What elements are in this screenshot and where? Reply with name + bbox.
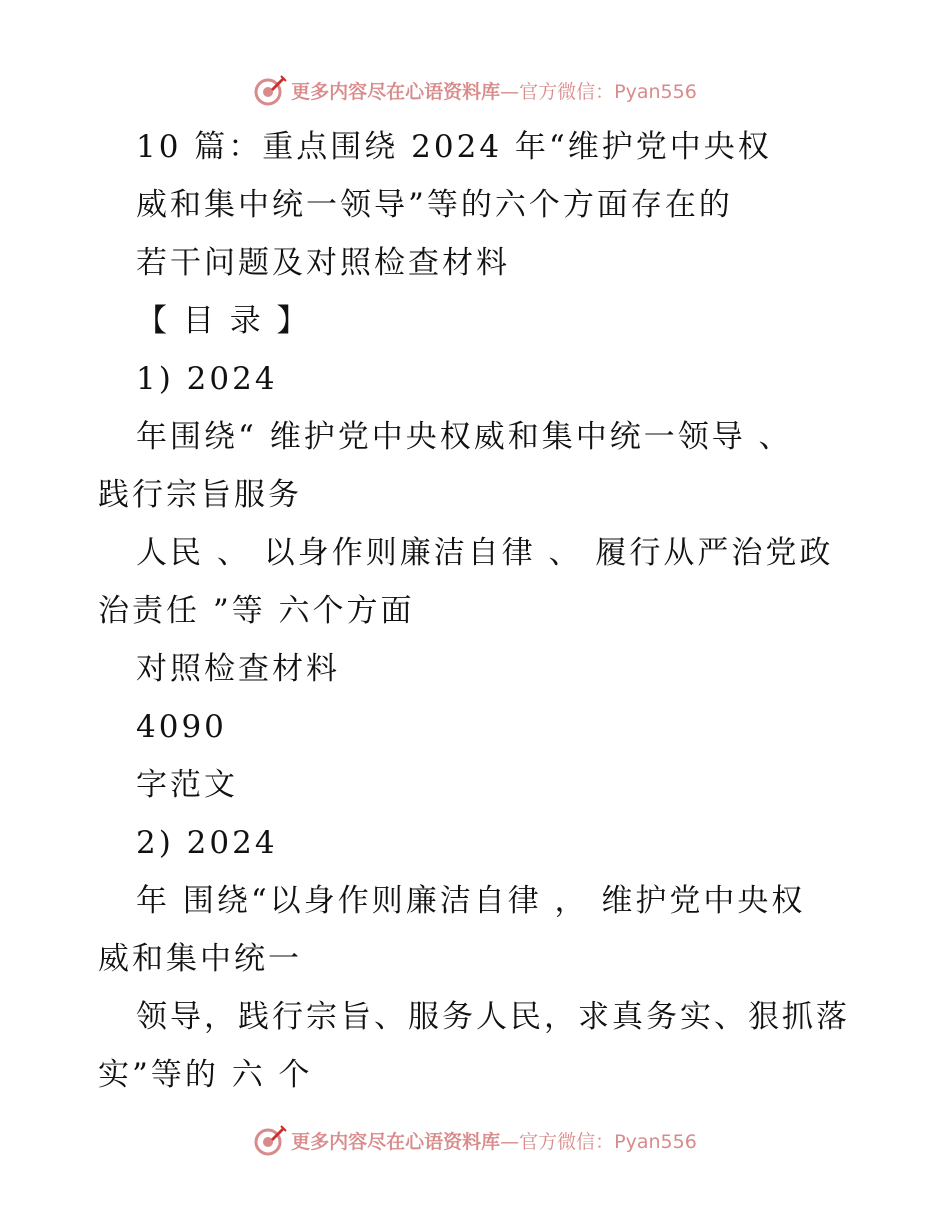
toc-heading: 【 目 录 】 (136, 303, 311, 339)
toc-item-1-number: 1) 2024 (136, 361, 278, 397)
toc-item-1-line-4: 治责任 ”等 六个方面 (98, 593, 415, 629)
toc-item-1-line-6: 字范文 (136, 767, 238, 803)
title-line-3: 若干问题及对照检查材料 (136, 245, 510, 281)
toc-item-1-line-3: 人民 、 以身作则廉洁自律 、 履行从严治党政 (136, 535, 834, 571)
toc-item-2-line-1: 年 围绕“以身作则廉洁自律 ， 维护党中央权 (136, 883, 806, 919)
toc-item-2-line-3: 领导，践行宗旨、服务人民，求真务实、狠抓落 (136, 999, 850, 1035)
toc-item-2-line-4: 实”等的 六 个 (98, 1057, 313, 1093)
toc-item-1-wordcount: 4090 (136, 709, 227, 745)
toc-item-1-line-5: 对照检查材料 (136, 651, 340, 687)
title-line-2: 威和集中统一领导”等的六个方面存在的 (136, 187, 733, 223)
brand-text: 更多内容尽在心语资料库 (291, 1130, 501, 1153)
toc-item-2-line-2: 威和集中统一 (98, 941, 302, 977)
pen-logo-icon (253, 1123, 287, 1157)
contact-text: —官方微信：Pyan556 (500, 80, 697, 103)
contact-text: —官方微信：Pyan556 (500, 1130, 697, 1153)
toc-item-1-line-1: 年围绕“ 维护党中央权威和集中统一领导 、 (136, 419, 793, 455)
toc-item-2-number: 2) 2024 (136, 825, 278, 861)
footer-watermark-banner (0, 1120, 950, 1160)
brand-text: 更多内容尽在心语资料库 (291, 80, 501, 103)
title-line-1: 10 篇：重点围绕 2024 年“维护党中央权 (136, 129, 772, 165)
toc-item-1-line-2: 践行宗旨服务 (98, 477, 302, 513)
